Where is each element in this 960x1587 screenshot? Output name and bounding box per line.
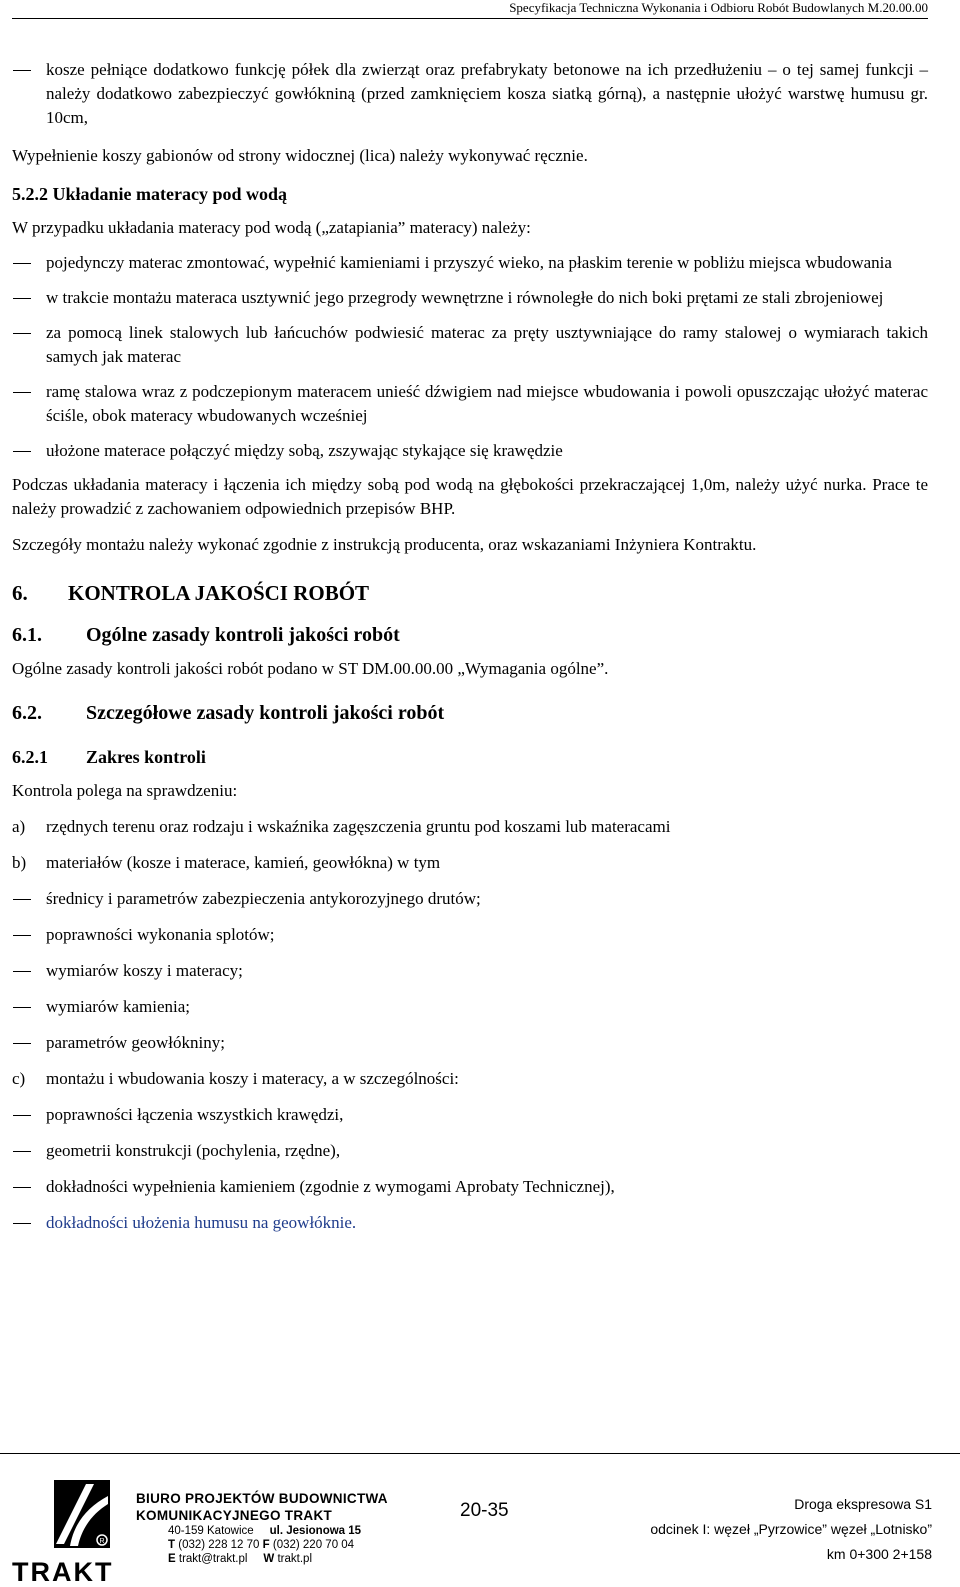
list-item: za pomocą linek stalowych lub łańcuchów podwiesić materac za pręty usztywniające do ramy stalowej o wymiarach takich samych jak materac: [12, 321, 928, 369]
list-item: parametrów geowłókniny;: [12, 1031, 928, 1055]
section-6-2-1-heading: [12, 745, 928, 769]
document-header-title: Specyfikacja Techniczna Wykonania i Odbioru Robót Budowlanych M.20.00.00: [509, 0, 928, 15]
list-item: dokładności ułożenia humusu na geowłóknie.: [12, 1211, 928, 1235]
section-6-1-number: 6.1.: [12, 624, 42, 646]
website: trakt.pl: [277, 1553, 312, 1565]
list-item: poprawności łączenia wszystkich krawędzi,: [12, 1103, 928, 1127]
list-item: w trakcie montażu materaca usztywnić jego przegrody wewnętrzne i równoległe do nich boki prętami ze stali zbrojeniowej: [12, 286, 928, 310]
section-6-1-title: Ogólne zasady kontroli jakości robót: [86, 624, 400, 646]
fax-label: F: [262, 1539, 270, 1551]
phone-label: T: [168, 1539, 176, 1551]
section-6-1-heading: [12, 621, 928, 649]
list-item: dokładności wypełnienia kamieniem (zgodnie z wymogami Aprobaty Technicznej),: [12, 1175, 928, 1199]
section-5-2-2-heading: 5.2.2 Układanie materacy pod wodą: [12, 184, 288, 204]
logo-wordmark: TRAKT: [12, 1557, 114, 1584]
contact-line: [168, 1552, 396, 1566]
phone-number: (032) 228 12 70: [178, 1539, 260, 1551]
section-6-title: KONTROLA JAKOŚCI ROBÓT: [68, 581, 370, 605]
firm-name-line2: KOMUNIKACYJNEGO TRAKT: [136, 1508, 333, 1523]
section-6-heading: [12, 579, 928, 607]
section-6-2-number: 6.2.: [12, 702, 42, 724]
section-5-2-2-lead: W przypadku układania materacy pod wodą („zatapiania” materacy) należy:: [12, 218, 531, 237]
address-line: [168, 1524, 396, 1538]
list-item: wymiarów koszy i materacy;: [12, 959, 928, 983]
section-6-2-1-number: 6.2.1: [12, 747, 48, 767]
trakt-logo: [12, 1478, 152, 1584]
road-section: odcinek I: węzeł „Pyrzowice” węzeł „Lotnisko”: [650, 1521, 932, 1537]
paragraph-assembly: Szczegóły montażu należy wykonać zgodnie z instrukcją producenta, oraz wskazaniami Inżyniera Kontraktu.: [12, 535, 757, 554]
section-6-number: 6.: [12, 581, 28, 605]
lettered-item-a: [12, 815, 928, 839]
page-number: 20-35: [460, 1500, 509, 1521]
address-city: 40-159 Katowice: [168, 1525, 254, 1537]
section-6-2-1-lead: Kontrola polega na sprawdzeniu:: [12, 781, 238, 800]
list-item: średnicy i parametrów zabezpieczenia antykorozyjnego drutów;: [12, 887, 928, 911]
list-item: geometrii konstrukcji (pochylenia, rzędne),: [12, 1139, 928, 1163]
section-6-1-text: Ogólne zasady kontroli jakości robót podano w ST DM.00.00.00 „Wymagania ogólne”.: [12, 659, 609, 678]
svg-text:R: R: [99, 1538, 105, 1545]
road-info: [650, 1492, 932, 1567]
item-letter: a): [12, 817, 26, 836]
section-6-2-1-title: Zakres kontroli: [86, 747, 206, 767]
intro-bullet: kosze pełniące dodatkowo funkcję półek dla zwierząt oraz prefabrykaty betonowe na ich przedłużeniu – o tej samej funkcji – należy dodatkowo zabezpieczyć gowłókniną (przed zamknięciem kosza siatką górną), a następnie ułożyć warstwę humusu gr. 10cm,: [12, 58, 928, 130]
lettered-item-c: [12, 1067, 928, 1091]
item-text: rzędnych terenu oraz rodzaju i wskaźnika zagęszczenia gruntu pod koszami lub materacami: [46, 817, 671, 836]
item-text: montażu i wbudowania koszy i materacy, a w szczególności:: [46, 1069, 459, 1088]
item-letter: c): [12, 1069, 26, 1088]
footer-divider: [0, 1453, 960, 1454]
email-label: E: [168, 1553, 176, 1565]
section-6-2-title: Szczegółowe zasady kontroli jakości robót: [86, 702, 445, 724]
list-item: ułożone materace połączyć między sobą, zszywając stykające się krawędzie: [12, 439, 928, 463]
list-item: ramę stalowa wraz z podczepionym materacem unieść dźwigiem nad miejsce wbudowania i powoli opuszczając ułożyć materac ściśle, obok materacy wbudowanych wcześniej: [12, 380, 928, 428]
header-divider: [12, 18, 928, 19]
list-item: poprawności wykonania splotów;: [12, 923, 928, 947]
intro-note: Wypełnienie koszy gabionów od strony widocznej (lica) należy wykonywać ręcznie.: [12, 146, 588, 165]
firm-address: [136, 1524, 396, 1566]
firm-name-line1: BIURO PROJEKTÓW BUDOWNICTWA: [136, 1491, 388, 1506]
item-letter: b): [12, 853, 27, 872]
address-street: ul. Jesionowa 15: [269, 1525, 362, 1537]
section-6-2-heading: [12, 699, 928, 727]
lettered-item-b: [12, 851, 928, 875]
paragraph-diver: Podczas układania materacy i łączenia ich między sobą pod wodą na głębokości przekraczającej 1,0m, należy użyć nurka. Prace te należy prowadzić z zachowaniem odpowiednich przepisów BHP.: [12, 475, 928, 518]
www-label: W: [263, 1553, 275, 1565]
fax-number: (032) 220 70 04: [272, 1539, 355, 1551]
list-item: wymiarów kamienia;: [12, 995, 928, 1019]
road-km: km 0+300 2+158: [826, 1546, 932, 1562]
list-item: pojedynczy materac zmontować, wypełnić kamieniami i przyszyć wieko, na płaskim terenie w pobliżu miejsca wbudowania: [12, 251, 928, 275]
document-body: [12, 58, 928, 1235]
item-text: materiałów (kosze i materace, kamień, geowłókna) w tym: [46, 853, 441, 872]
phone-line: [168, 1538, 396, 1552]
road-name: Droga ekspresowa S1: [794, 1496, 932, 1512]
email-address: trakt@trakt.pl: [178, 1553, 248, 1565]
firm-block: [136, 1490, 396, 1566]
